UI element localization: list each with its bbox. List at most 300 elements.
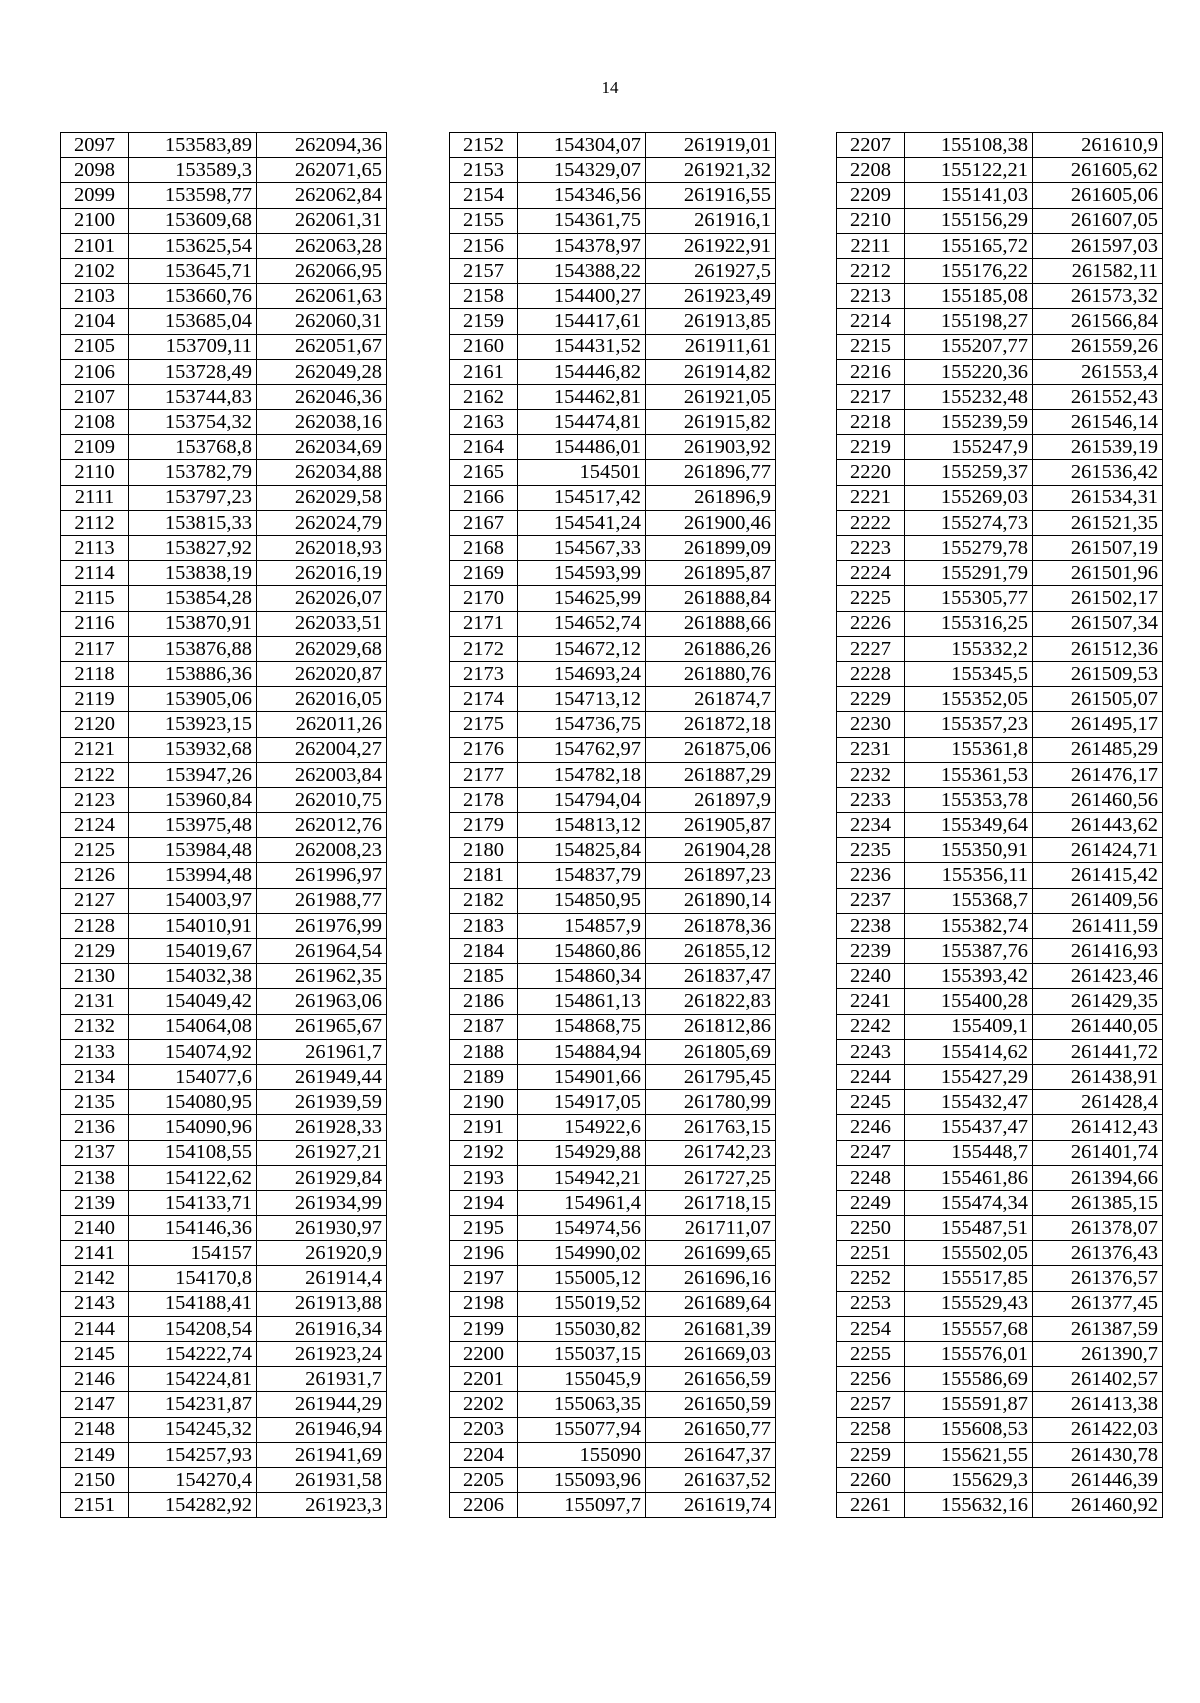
x-coordinate-cell: 153838,19 xyxy=(129,561,257,586)
point-number-cell: 2159 xyxy=(450,309,518,334)
table-row xyxy=(450,1493,776,1518)
table-row xyxy=(61,1316,387,1341)
x-coordinate-cell: 154346,56 xyxy=(518,183,646,208)
y-coordinate-cell: 261412,43 xyxy=(1033,1115,1163,1140)
point-number-cell: 2141 xyxy=(61,1241,129,1266)
y-coordinate-cell: 261890,14 xyxy=(646,888,776,913)
table-row xyxy=(450,913,776,938)
x-coordinate-cell: 155063,35 xyxy=(518,1392,646,1417)
point-number-cell: 2097 xyxy=(61,133,129,158)
y-coordinate-cell: 261961,7 xyxy=(257,1039,387,1064)
point-number-cell: 2105 xyxy=(61,334,129,359)
table-row xyxy=(450,384,776,409)
table-row xyxy=(61,258,387,283)
table-row xyxy=(837,1392,1163,1417)
y-coordinate-cell: 261509,53 xyxy=(1033,661,1163,686)
x-coordinate-cell: 155357,23 xyxy=(905,712,1033,737)
table-row xyxy=(61,1342,387,1367)
table-row xyxy=(450,1115,776,1140)
table-row xyxy=(61,838,387,863)
x-coordinate-cell: 155621,55 xyxy=(905,1442,1033,1467)
x-coordinate-cell: 155279,78 xyxy=(905,536,1033,561)
y-coordinate-cell: 261795,45 xyxy=(646,1064,776,1089)
x-coordinate-cell: 155259,37 xyxy=(905,460,1033,485)
y-coordinate-cell: 261905,87 xyxy=(646,813,776,838)
table-row xyxy=(61,712,387,737)
x-coordinate-cell: 155350,91 xyxy=(905,838,1033,863)
table-row xyxy=(61,1493,387,1518)
y-coordinate-cell: 261637,52 xyxy=(646,1467,776,1492)
y-coordinate-cell: 261534,31 xyxy=(1033,485,1163,510)
y-coordinate-cell: 261928,33 xyxy=(257,1115,387,1140)
y-coordinate-cell: 261896,77 xyxy=(646,460,776,485)
x-coordinate-cell: 155586,69 xyxy=(905,1367,1033,1392)
table-row xyxy=(837,284,1163,309)
x-coordinate-cell: 154032,38 xyxy=(129,964,257,989)
x-coordinate-cell: 155093,96 xyxy=(518,1467,646,1492)
y-coordinate-cell: 261573,32 xyxy=(1033,284,1163,309)
point-number-cell: 2121 xyxy=(61,737,129,762)
table-row xyxy=(61,1039,387,1064)
y-coordinate-cell: 262018,93 xyxy=(257,536,387,561)
table-row xyxy=(61,410,387,435)
table-row xyxy=(450,460,776,485)
table-row xyxy=(450,309,776,334)
y-coordinate-cell: 261647,37 xyxy=(646,1442,776,1467)
y-coordinate-cell: 261385,15 xyxy=(1033,1190,1163,1215)
x-coordinate-cell: 153870,91 xyxy=(129,611,257,636)
y-coordinate-cell: 261855,12 xyxy=(646,939,776,964)
x-coordinate-cell: 155316,25 xyxy=(905,611,1033,636)
point-number-cell: 2210 xyxy=(837,208,905,233)
table-row xyxy=(450,510,776,535)
point-number-cell: 2172 xyxy=(450,636,518,661)
point-number-cell: 2219 xyxy=(837,435,905,460)
y-coordinate-cell: 262004,27 xyxy=(257,737,387,762)
y-coordinate-cell: 261650,59 xyxy=(646,1392,776,1417)
point-number-cell: 2256 xyxy=(837,1367,905,1392)
table-row xyxy=(61,636,387,661)
point-number-cell: 2244 xyxy=(837,1064,905,1089)
x-coordinate-cell: 154517,42 xyxy=(518,485,646,510)
point-number-cell: 2146 xyxy=(61,1367,129,1392)
table-row xyxy=(837,737,1163,762)
x-coordinate-cell: 155353,78 xyxy=(905,787,1033,812)
point-number-cell: 2253 xyxy=(837,1291,905,1316)
x-coordinate-cell: 154090,96 xyxy=(129,1115,257,1140)
x-coordinate-cell: 154304,07 xyxy=(518,133,646,158)
x-coordinate-cell: 154693,24 xyxy=(518,661,646,686)
point-number-cell: 2182 xyxy=(450,888,518,913)
x-coordinate-cell: 154860,86 xyxy=(518,939,646,964)
point-number-cell: 2236 xyxy=(837,863,905,888)
table-row xyxy=(837,410,1163,435)
point-number-cell: 2132 xyxy=(61,1014,129,1039)
table-row xyxy=(61,183,387,208)
y-coordinate-cell: 261962,35 xyxy=(257,964,387,989)
table-row xyxy=(450,359,776,384)
point-number-cell: 2237 xyxy=(837,888,905,913)
coordinates-table-3 xyxy=(836,132,1163,1518)
y-coordinate-cell: 261963,06 xyxy=(257,989,387,1014)
point-number-cell: 2247 xyxy=(837,1140,905,1165)
table-row xyxy=(450,1039,776,1064)
x-coordinate-cell: 155361,53 xyxy=(905,762,1033,787)
table-row xyxy=(61,813,387,838)
y-coordinate-cell: 262062,84 xyxy=(257,183,387,208)
table-row xyxy=(450,989,776,1014)
point-number-cell: 2118 xyxy=(61,661,129,686)
y-coordinate-cell: 262029,58 xyxy=(257,485,387,510)
table-row xyxy=(450,1442,776,1467)
x-coordinate-cell: 154074,92 xyxy=(129,1039,257,1064)
x-coordinate-cell: 155437,47 xyxy=(905,1115,1033,1140)
x-coordinate-cell: 155349,64 xyxy=(905,813,1033,838)
table-row xyxy=(837,586,1163,611)
x-coordinate-cell: 154868,75 xyxy=(518,1014,646,1039)
point-number-cell: 2185 xyxy=(450,964,518,989)
y-coordinate-cell: 261507,19 xyxy=(1033,536,1163,561)
x-coordinate-cell: 155269,03 xyxy=(905,485,1033,510)
point-number-cell: 2215 xyxy=(837,334,905,359)
y-coordinate-cell: 261880,76 xyxy=(646,661,776,686)
y-coordinate-cell: 261878,36 xyxy=(646,913,776,938)
point-number-cell: 2184 xyxy=(450,939,518,964)
table-row xyxy=(61,133,387,158)
y-coordinate-cell: 261727,25 xyxy=(646,1165,776,1190)
table-row xyxy=(837,258,1163,283)
x-coordinate-cell: 153589,3 xyxy=(129,158,257,183)
point-number-cell: 2149 xyxy=(61,1442,129,1467)
point-number-cell: 2221 xyxy=(837,485,905,510)
y-coordinate-cell: 261446,39 xyxy=(1033,1467,1163,1492)
x-coordinate-cell: 155274,73 xyxy=(905,510,1033,535)
y-coordinate-cell: 261689,64 xyxy=(646,1291,776,1316)
point-number-cell: 2162 xyxy=(450,384,518,409)
x-coordinate-cell: 153609,68 xyxy=(129,208,257,233)
y-coordinate-cell: 261913,88 xyxy=(257,1291,387,1316)
table-row xyxy=(837,762,1163,787)
point-number-cell: 2126 xyxy=(61,863,129,888)
x-coordinate-cell: 153598,77 xyxy=(129,183,257,208)
point-number-cell: 2157 xyxy=(450,258,518,283)
x-coordinate-cell: 155345,5 xyxy=(905,661,1033,686)
x-coordinate-cell: 155185,08 xyxy=(905,284,1033,309)
y-coordinate-cell: 261512,36 xyxy=(1033,636,1163,661)
coordinates-table-2 xyxy=(449,132,776,1518)
table-row xyxy=(837,787,1163,812)
x-coordinate-cell: 154282,92 xyxy=(129,1493,257,1518)
point-number-cell: 2255 xyxy=(837,1342,905,1367)
table-row xyxy=(61,989,387,1014)
point-number-cell: 2261 xyxy=(837,1493,905,1518)
x-coordinate-cell: 154003,97 xyxy=(129,888,257,913)
point-number-cell: 2117 xyxy=(61,636,129,661)
y-coordinate-cell: 261619,74 xyxy=(646,1493,776,1518)
table-row xyxy=(450,208,776,233)
table-row xyxy=(450,183,776,208)
point-number-cell: 2254 xyxy=(837,1316,905,1341)
y-coordinate-cell: 261921,32 xyxy=(646,158,776,183)
point-number-cell: 2155 xyxy=(450,208,518,233)
x-coordinate-cell: 153815,33 xyxy=(129,510,257,535)
x-coordinate-cell: 154146,36 xyxy=(129,1216,257,1241)
point-number-cell: 2175 xyxy=(450,712,518,737)
y-coordinate-cell: 261536,42 xyxy=(1033,460,1163,485)
point-number-cell: 2252 xyxy=(837,1266,905,1291)
point-number-cell: 2128 xyxy=(61,913,129,938)
y-coordinate-cell: 261539,19 xyxy=(1033,435,1163,460)
y-coordinate-cell: 262016,19 xyxy=(257,561,387,586)
point-number-cell: 2197 xyxy=(450,1266,518,1291)
table-row xyxy=(837,309,1163,334)
point-number-cell: 2220 xyxy=(837,460,905,485)
x-coordinate-cell: 154593,99 xyxy=(518,561,646,586)
x-coordinate-cell: 154929,88 xyxy=(518,1140,646,1165)
y-coordinate-cell: 261887,29 xyxy=(646,762,776,787)
x-coordinate-cell: 153645,71 xyxy=(129,258,257,283)
y-coordinate-cell: 261888,66 xyxy=(646,611,776,636)
table-row xyxy=(450,334,776,359)
x-coordinate-cell: 155077,94 xyxy=(518,1417,646,1442)
y-coordinate-cell: 261656,59 xyxy=(646,1367,776,1392)
x-coordinate-cell: 155427,29 xyxy=(905,1064,1033,1089)
point-number-cell: 2201 xyxy=(450,1367,518,1392)
y-coordinate-cell: 261415,42 xyxy=(1033,863,1163,888)
y-coordinate-cell: 261422,03 xyxy=(1033,1417,1163,1442)
x-coordinate-cell: 155529,43 xyxy=(905,1291,1033,1316)
table-row xyxy=(61,158,387,183)
point-number-cell: 2227 xyxy=(837,636,905,661)
table-row xyxy=(61,939,387,964)
point-number-cell: 2180 xyxy=(450,838,518,863)
table-row xyxy=(450,712,776,737)
y-coordinate-cell: 261582,11 xyxy=(1033,258,1163,283)
point-number-cell: 2209 xyxy=(837,183,905,208)
table-row xyxy=(837,1291,1163,1316)
table-row xyxy=(450,158,776,183)
table-row xyxy=(450,1316,776,1341)
x-coordinate-cell: 155165,72 xyxy=(905,233,1033,258)
point-number-cell: 2211 xyxy=(837,233,905,258)
point-number-cell: 2206 xyxy=(450,1493,518,1518)
table-row xyxy=(837,1493,1163,1518)
x-coordinate-cell: 154222,74 xyxy=(129,1342,257,1367)
point-number-cell: 2171 xyxy=(450,611,518,636)
table-row xyxy=(450,939,776,964)
point-number-cell: 2170 xyxy=(450,586,518,611)
x-coordinate-cell: 154942,21 xyxy=(518,1165,646,1190)
x-coordinate-cell: 155232,48 xyxy=(905,384,1033,409)
x-coordinate-cell: 154837,79 xyxy=(518,863,646,888)
point-number-cell: 2226 xyxy=(837,611,905,636)
table-row xyxy=(61,611,387,636)
y-coordinate-cell: 261934,99 xyxy=(257,1190,387,1215)
y-coordinate-cell: 261916,1 xyxy=(646,208,776,233)
table-row xyxy=(450,1090,776,1115)
point-number-cell: 2212 xyxy=(837,258,905,283)
x-coordinate-cell: 155005,12 xyxy=(518,1266,646,1291)
y-coordinate-cell: 261443,62 xyxy=(1033,813,1163,838)
point-number-cell: 2204 xyxy=(450,1442,518,1467)
table-row xyxy=(837,1442,1163,1467)
y-coordinate-cell: 261923,3 xyxy=(257,1493,387,1518)
x-coordinate-cell: 155108,38 xyxy=(905,133,1033,158)
point-number-cell: 2196 xyxy=(450,1241,518,1266)
x-coordinate-cell: 154961,4 xyxy=(518,1190,646,1215)
point-number-cell: 2106 xyxy=(61,359,129,384)
point-number-cell: 2145 xyxy=(61,1342,129,1367)
x-coordinate-cell: 153923,15 xyxy=(129,712,257,737)
table-row xyxy=(61,435,387,460)
table-row xyxy=(450,863,776,888)
table-row xyxy=(450,258,776,283)
x-coordinate-cell: 154736,75 xyxy=(518,712,646,737)
y-coordinate-cell: 261429,35 xyxy=(1033,989,1163,1014)
point-number-cell: 2248 xyxy=(837,1165,905,1190)
y-coordinate-cell: 261696,16 xyxy=(646,1266,776,1291)
table-row xyxy=(837,1140,1163,1165)
table-row xyxy=(61,762,387,787)
x-coordinate-cell: 155291,79 xyxy=(905,561,1033,586)
y-coordinate-cell: 261681,39 xyxy=(646,1316,776,1341)
y-coordinate-cell: 261904,28 xyxy=(646,838,776,863)
y-coordinate-cell: 261872,18 xyxy=(646,712,776,737)
point-number-cell: 2098 xyxy=(61,158,129,183)
table-row xyxy=(61,334,387,359)
x-coordinate-cell: 155502,05 xyxy=(905,1241,1033,1266)
point-number-cell: 2168 xyxy=(450,536,518,561)
table-row xyxy=(61,384,387,409)
point-number-cell: 2193 xyxy=(450,1165,518,1190)
point-number-cell: 2258 xyxy=(837,1417,905,1442)
point-number-cell: 2131 xyxy=(61,989,129,1014)
table-row xyxy=(450,586,776,611)
y-coordinate-cell: 262008,23 xyxy=(257,838,387,863)
table-row xyxy=(837,233,1163,258)
x-coordinate-cell: 154208,54 xyxy=(129,1316,257,1341)
x-coordinate-cell: 155591,87 xyxy=(905,1392,1033,1417)
point-number-cell: 2229 xyxy=(837,687,905,712)
table-row xyxy=(61,1090,387,1115)
x-coordinate-cell: 154990,02 xyxy=(518,1241,646,1266)
x-coordinate-cell: 154231,87 xyxy=(129,1392,257,1417)
table-row xyxy=(61,536,387,561)
point-number-cell: 2218 xyxy=(837,410,905,435)
x-coordinate-cell: 155629,3 xyxy=(905,1467,1033,1492)
x-coordinate-cell: 155576,01 xyxy=(905,1342,1033,1367)
table-row xyxy=(837,510,1163,535)
point-number-cell: 2102 xyxy=(61,258,129,283)
y-coordinate-cell: 261921,05 xyxy=(646,384,776,409)
x-coordinate-cell: 155156,29 xyxy=(905,208,1033,233)
x-coordinate-cell: 155387,76 xyxy=(905,939,1033,964)
table-row xyxy=(450,964,776,989)
table-row xyxy=(450,687,776,712)
table-row xyxy=(837,183,1163,208)
y-coordinate-cell: 261931,58 xyxy=(257,1467,387,1492)
y-coordinate-cell: 261413,38 xyxy=(1033,1392,1163,1417)
point-number-cell: 2167 xyxy=(450,510,518,535)
table-row xyxy=(837,687,1163,712)
y-coordinate-cell: 261922,91 xyxy=(646,233,776,258)
point-number-cell: 2100 xyxy=(61,208,129,233)
y-coordinate-cell: 261742,23 xyxy=(646,1140,776,1165)
y-coordinate-cell: 262034,88 xyxy=(257,460,387,485)
y-coordinate-cell: 261559,26 xyxy=(1033,334,1163,359)
y-coordinate-cell: 261927,5 xyxy=(646,258,776,283)
y-coordinate-cell: 261920,9 xyxy=(257,1241,387,1266)
point-number-cell: 2116 xyxy=(61,611,129,636)
x-coordinate-cell: 153782,79 xyxy=(129,460,257,485)
x-coordinate-cell: 155019,52 xyxy=(518,1291,646,1316)
point-number-cell: 2123 xyxy=(61,787,129,812)
y-coordinate-cell: 261949,44 xyxy=(257,1064,387,1089)
x-coordinate-cell: 154329,07 xyxy=(518,158,646,183)
point-number-cell: 2190 xyxy=(450,1090,518,1115)
y-coordinate-cell: 262094,36 xyxy=(257,133,387,158)
table-row xyxy=(61,863,387,888)
point-number-cell: 2127 xyxy=(61,888,129,913)
point-number-cell: 2133 xyxy=(61,1039,129,1064)
point-number-cell: 2228 xyxy=(837,661,905,686)
x-coordinate-cell: 154010,91 xyxy=(129,913,257,938)
table-row xyxy=(450,1140,776,1165)
point-number-cell: 2183 xyxy=(450,913,518,938)
x-coordinate-cell: 155045,9 xyxy=(518,1367,646,1392)
y-coordinate-cell: 261913,85 xyxy=(646,309,776,334)
table-row xyxy=(837,813,1163,838)
y-coordinate-cell: 262020,87 xyxy=(257,661,387,686)
x-coordinate-cell: 154270,4 xyxy=(129,1467,257,1492)
x-coordinate-cell: 155474,34 xyxy=(905,1190,1033,1215)
x-coordinate-cell: 155448,7 xyxy=(905,1140,1033,1165)
table-row xyxy=(61,1392,387,1417)
point-number-cell: 2104 xyxy=(61,309,129,334)
y-coordinate-cell: 261401,74 xyxy=(1033,1140,1163,1165)
y-coordinate-cell: 262060,31 xyxy=(257,309,387,334)
table-row xyxy=(837,888,1163,913)
table-row xyxy=(450,1216,776,1241)
point-number-cell: 2238 xyxy=(837,913,905,938)
y-coordinate-cell: 261944,29 xyxy=(257,1392,387,1417)
table-row xyxy=(837,1266,1163,1291)
x-coordinate-cell: 154762,97 xyxy=(518,737,646,762)
point-number-cell: 2173 xyxy=(450,661,518,686)
point-number-cell: 2217 xyxy=(837,384,905,409)
x-coordinate-cell: 153854,28 xyxy=(129,586,257,611)
point-number-cell: 2119 xyxy=(61,687,129,712)
table-row xyxy=(837,1467,1163,1492)
y-coordinate-cell: 261605,62 xyxy=(1033,158,1163,183)
table-row xyxy=(837,1316,1163,1341)
point-number-cell: 2120 xyxy=(61,712,129,737)
point-number-cell: 2136 xyxy=(61,1115,129,1140)
point-number-cell: 2143 xyxy=(61,1291,129,1316)
y-coordinate-cell: 261546,14 xyxy=(1033,410,1163,435)
x-coordinate-cell: 153994,48 xyxy=(129,863,257,888)
x-coordinate-cell: 153754,32 xyxy=(129,410,257,435)
point-number-cell: 2230 xyxy=(837,712,905,737)
y-coordinate-cell: 261780,99 xyxy=(646,1090,776,1115)
point-number-cell: 2239 xyxy=(837,939,905,964)
point-number-cell: 2138 xyxy=(61,1165,129,1190)
table-row xyxy=(61,1442,387,1467)
x-coordinate-cell: 154019,67 xyxy=(129,939,257,964)
x-coordinate-cell: 153797,23 xyxy=(129,485,257,510)
point-number-cell: 2194 xyxy=(450,1190,518,1215)
point-number-cell: 2165 xyxy=(450,460,518,485)
